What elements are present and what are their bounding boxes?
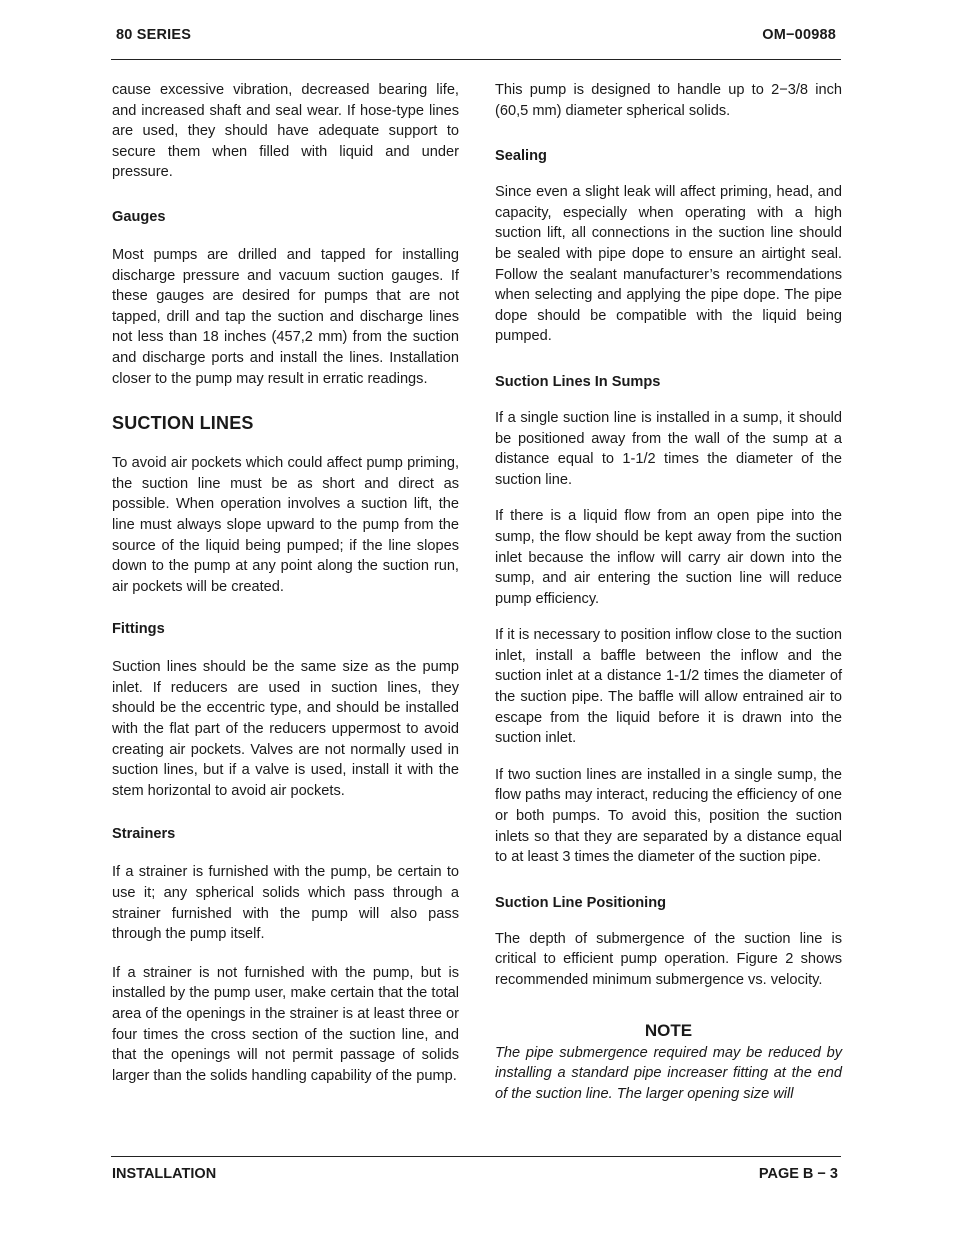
footer-section: INSTALLATION	[112, 1166, 217, 1182]
heading-gauges: Gauges	[112, 208, 166, 225]
footer-page-number: PAGE B − 3	[758, 1166, 838, 1182]
heading-suction-lines: SUCTION LINES	[112, 413, 254, 434]
heading-fittings: Fittings	[112, 621, 165, 638]
paragraph-gauges: Most pumps are drilled and tapped for installing discharge pressure and vacuum suction gauges. If these gauges are desired for pumps that are not tapped, drill and tap the suction and discharge lines not less than 18 inches (457,2 mm) from the suction and discharge ports and install the lines. Installation closer to the pump may result in erratic readings.	[112, 246, 459, 387]
note-text: The pipe submergence required may be reduced by installing a standard pipe increaser fitting at the end of the suction line. The larger opening size will	[495, 1044, 842, 1102]
heading-suction-line-positioning: Suction Line Positioning	[495, 894, 667, 911]
paragraph-positioning: The depth of submergence of the suction line is critical to efficient pump operation. Figure 2 shows recommended minimum submergence vs. velocity.	[495, 930, 842, 988]
paragraph-strainers-not-furnished: If a strainer is not furnished with the pump, but is installed by the pump user, make certain that the total area of the openings in the strainer is at least three or four times the cross section of the suction line, and that the openings will not permit passage of solids larger than the solids handling capability of the pump.	[112, 964, 459, 1084]
paragraph-suction-lines: To avoid air pockets which could affect pump priming, the suction line must be as short and direct as possible. When operation involves a suction lift, the line must always slope upward to the pump from the source of the liquid being pumped; if the line slopes down to the pump at any point along the suction run, air pockets will be created.	[112, 455, 459, 595]
paragraph-sumps-single-line: If a single suction line is installed in a sump, it should be positioned away from the wall of the sump at a distance equal to 1-1/2 times the diameter of the suction line.	[495, 409, 842, 488]
paragraph-sumps-baffle: If it is necessary to position inflow close to the suction inlet, install a baffle between the inflow and the suction inlet at a distance 1-1/2 times the diameter of the suction pipe. The baffle will allow entrained air to escape from the liquid before it is drawn into the suction inlet.	[495, 627, 842, 747]
header-doc-number: OM−00988	[762, 27, 836, 43]
left-column	[112, 80, 459, 1086]
paragraph-sealing: Since even a slight leak will affect priming, head, and capacity, especially when operating with a high suction lift, all connections in the suction line should be sealed with pipe dope to ensure an airtight seal. Follow the sealant manufacturer’s recommendations when selecting and applying the pipe dope. The pipe dope should be compatible with the liquid being pumped.	[495, 184, 842, 345]
footer-rule	[111, 1156, 841, 1157]
right-column	[495, 80, 842, 1104]
note-title: NOTE	[644, 1020, 693, 1040]
heading-suction-lines-in-sumps: Suction Lines In Sumps	[495, 373, 661, 390]
paragraph-solids-capacity: This pump is designed to handle up to 2−3/8 inch (60,5 mm) diameter spherical solids.	[495, 82, 842, 119]
header-series: 80 SERIES	[116, 27, 192, 43]
paragraph-hose-support: cause excessive vibration, decreased bearing life, and increased shaft and seal wear. If hose-type lines are used, they should have adequate support to secure them when filled with liquid and under pressure.	[112, 82, 459, 181]
heading-strainers: Strainers	[112, 826, 176, 843]
paragraph-sumps-two-lines: If two suction lines are installed in a single sump, the flow paths may interact, reducing the efficiency of one or both pumps. To avoid this, position the suction inlets so that they are separated by a distance equal to at least 3 times the diameter of the suction pipe.	[495, 766, 842, 866]
header-rule	[111, 59, 841, 60]
paragraph-fittings: Suction lines should be the same size as the pump inlet. If reducers are used in suction lines, they should be the eccentric type, and should be installed with the flat part of the reducers uppermost to avoid creating air pockets. Valves are not normally used in suction lines, but if a valve is used, install it with the stem horizontal to avoid air pockets.	[112, 659, 459, 799]
paragraph-sumps-inflow: If there is a liquid flow from an open pipe into the sump, the flow should be kept away from the suction inlet because the inflow will carry air down into the sump, and air entering the suction line will reduce pump efficiency.	[495, 508, 842, 607]
paragraph-strainers-furnished: If a strainer is furnished with the pump, be certain to use it; any spherical solids which pass through a strainer furnished with the pump will also pass through the pump itself.	[112, 864, 459, 943]
heading-sealing: Sealing	[495, 148, 547, 165]
